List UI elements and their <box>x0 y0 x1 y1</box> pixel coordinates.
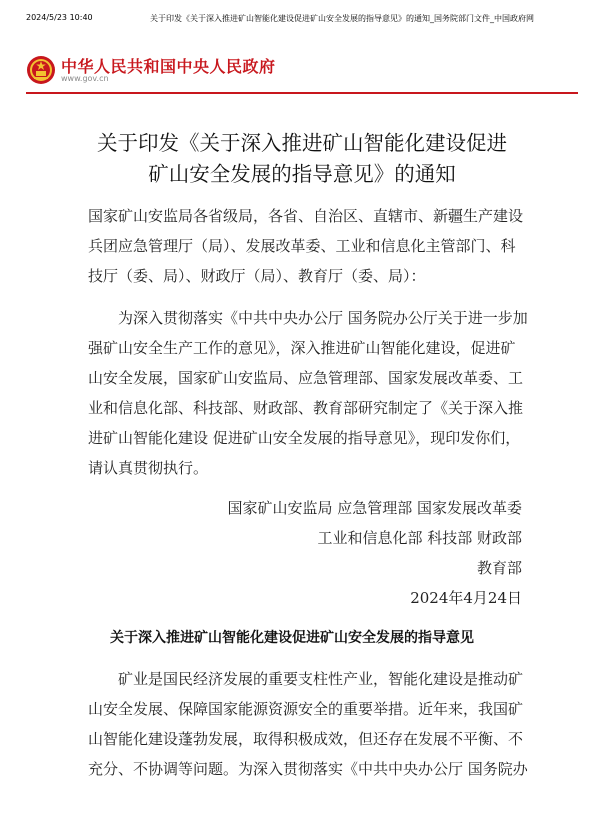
signer-line: 国家矿山安监局 应急管理部 国家发展改革委 <box>227 499 522 517</box>
paragraph-line: 业和信息化部、科技部、财政部、教育部研究制定了《关于深入推 <box>88 399 524 417</box>
signer-line: 工业和信息化部 科技部 财政部 <box>317 529 522 547</box>
site-url: www.gov.cn <box>61 74 109 83</box>
paragraph-line: 请认真贯彻执行。 <box>88 459 209 477</box>
document-date: 2024年4月24日 <box>410 589 522 607</box>
header-divider <box>26 92 578 94</box>
signatories <box>227 493 522 613</box>
print-date: 2024/5/23 10:40 <box>26 13 93 22</box>
guideline-paragraph <box>88 664 528 784</box>
document-title-line: 关于印发《关于深入推进矿山智能化建设促进 <box>97 131 507 155</box>
recipients-line: 技厅（委、局）、财政厅（局）、教育厅（委、局）： <box>88 267 426 285</box>
recipients <box>88 201 528 291</box>
site-name: 中华人民共和国中央人民政府 <box>61 57 276 76</box>
print-page-title: 关于印发《关于深入推进矿山智能化建设促进矿山安全发展的指导意见》的通知_国务院部门文件_中国政府网 <box>150 14 534 23</box>
guideline-subtitle: 关于深入推进矿山智能化建设促进矿山安全发展的指导意见 <box>110 630 474 646</box>
paragraph-line: 进矿山智能化建设 促进矿山安全发展的指导意见》，现印发你们， <box>88 429 521 447</box>
signer-line: 教育部 <box>476 559 522 577</box>
national-emblem-icon <box>26 55 56 85</box>
paragraph-line: 为深入贯彻落实《中共中央办公厅 国务院办公厅关于进一步加 <box>88 309 528 327</box>
paragraph-line: 山安全发展，国家矿山安监局、应急管理部、国家发展改革委、工 <box>88 369 524 387</box>
paragraph-line: 山安全发展、保障国家能源资源安全的重要举措。近年来，我国矿 <box>88 700 524 718</box>
print-header <box>0 0 604 28</box>
recipients-line: 兵团应急管理厅（局）、发展改革委、工业和信息化主管部门、科 <box>88 237 516 255</box>
document-title <box>60 128 544 190</box>
document-title-line: 矿山安全发展的指导意见》的通知 <box>148 162 456 186</box>
paragraph-line: 充分、不协调等问题。为深入贯彻落实《中共中央办公厅 国务院办 <box>88 760 528 778</box>
paragraph-line: 矿业是国民经济发展的重要支柱性产业，智能化建设是推动矿 <box>88 670 524 688</box>
site-brand[interactable] <box>26 53 586 89</box>
recipients-line: 国家矿山安监局各省级局，各省、自治区、直辖市、新疆生产建设 <box>88 207 524 225</box>
paragraph-line: 山智能化建设蓬勃发展，取得积极成效，但还存在发展不平衡、不 <box>88 730 524 748</box>
paragraph-line: 强矿山安全生产工作的意见》，深入推进矿山智能化建设，促进矿 <box>88 339 516 357</box>
notice-paragraph <box>88 303 528 483</box>
